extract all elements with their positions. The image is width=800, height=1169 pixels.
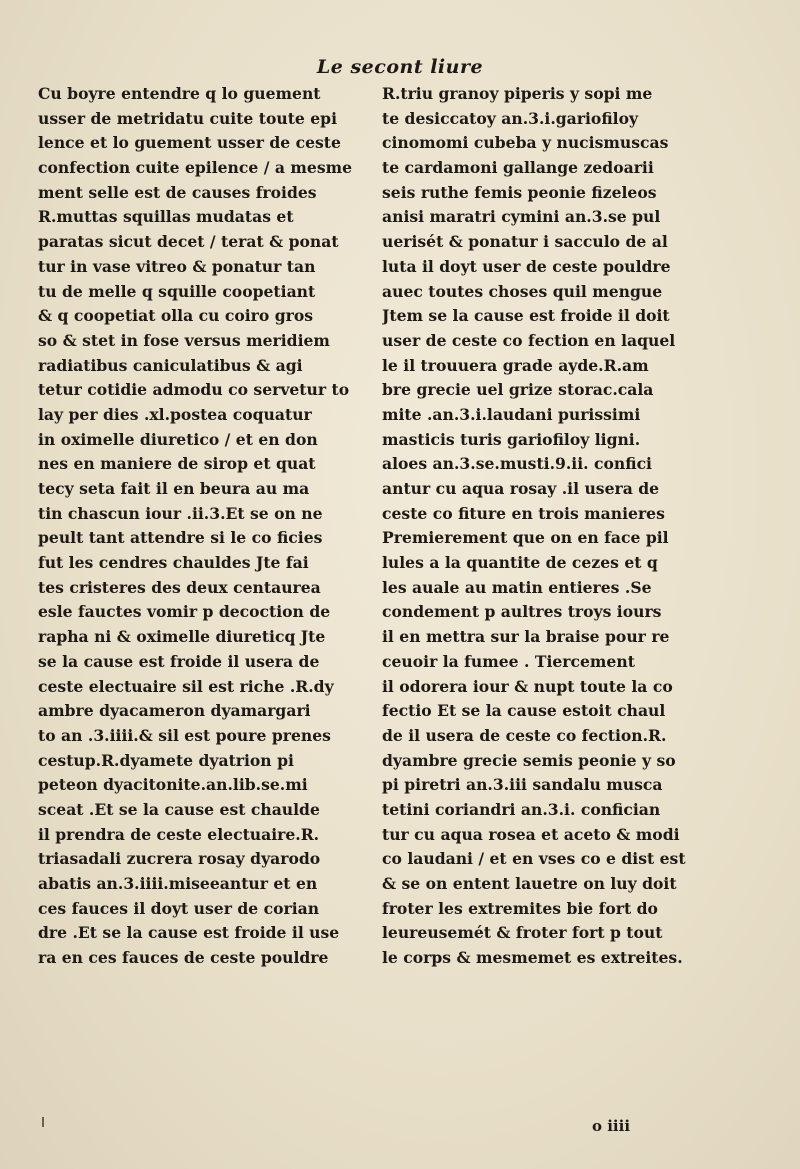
- text-line: tur in vase vitreo & ponatur tan: [38, 256, 316, 276]
- text-line: leureusemét & froter fort p tout: [382, 923, 663, 943]
- text-line: te cardamoni gallange zedoarii: [382, 158, 654, 178]
- text-line: ambre dyacameron dyamargari: [38, 701, 311, 721]
- text-line: froter les extremites bie fort do: [382, 898, 658, 918]
- text-line: lay per dies .xl.postea coquatur: [38, 404, 312, 424]
- text-line: to an .3.iiii.& sil est poure prenes: [38, 725, 331, 745]
- text-line: tin chascun iour .ii.3.Et se on ne: [38, 503, 323, 523]
- text-line: tur cu aqua rosea et aceto & modi: [382, 824, 680, 844]
- text-line: abatis an.3.iiii.miseeantur et en: [38, 874, 318, 893]
- text-line: auec toutes choses quil mengue: [382, 281, 663, 301]
- text-line: peteon dyacitonite.an.lib.se.mi: [38, 775, 308, 795]
- text-line: paratas sicut decet / terat & ponat: [38, 232, 339, 252]
- text-line: & se on entent lauetre on luy doit: [382, 874, 677, 893]
- text-line: peult tant attendre si le co ficies: [38, 528, 323, 548]
- text-line: tecy seta fait il en beura au ma: [38, 479, 310, 498]
- text-line: anisi maratri cymini an.3.se pul: [382, 207, 661, 227]
- text-line: lence et lo guement usser de ceste: [38, 133, 341, 153]
- text-line: triasadali zucrera rosay dyarodo: [38, 849, 321, 869]
- text-line: ceuoir la fumee . Tiercement: [382, 651, 635, 671]
- text-line: confection cuite epilence / a mesme: [38, 158, 353, 178]
- running-header: Le secont liure: [316, 56, 484, 78]
- text-line: cestup.R.dyamete dyatrion pi: [38, 750, 294, 770]
- text-line: fut les cendres chauldes Jte fai: [38, 553, 309, 573]
- margin-mark: [42, 1117, 44, 1127]
- text-line: te desiccatoy an.3.i.gariofiloy: [382, 108, 639, 128]
- text-line: mite .an.3.i.laudani purissimi: [382, 404, 641, 424]
- text-line: R.triu granoy piperis y sopi me: [382, 84, 653, 103]
- text-line: uerisét & ponatur i sacculo de al: [382, 232, 668, 252]
- text-line: masticis turis gariofiloy ligni.: [382, 429, 641, 449]
- text-line: cinomomi cubeba y nucismuscas: [382, 133, 669, 153]
- text-line: radiatibus caniculatibus & agi: [38, 355, 303, 375]
- text-line: R.muttas squillas mudatas et: [38, 207, 294, 227]
- text-line: so & stet in fose versus meridiem: [38, 330, 330, 350]
- signature-mark: o iiii: [592, 1117, 631, 1135]
- text-line: ra en ces fauces de ceste pouldre: [38, 948, 329, 968]
- text-line: dyambre grecie semis peonie y so: [382, 750, 676, 770]
- text-line: les auale au matin entieres .Se: [382, 577, 652, 597]
- text-line: user de ceste co fection en laquel: [382, 330, 676, 350]
- text-line: tu de melle q squille coopetiant: [38, 281, 316, 301]
- text-line: ceste co fiture en trois manieres: [382, 503, 665, 523]
- text-line: Jtem se la cause est froide il doit: [382, 306, 670, 326]
- text-line: pi piretri an.3.iii sandalu musca: [382, 775, 663, 795]
- text-line: ceste electuaire sil est riche .R.dy: [38, 676, 334, 696]
- text-line: bre grecie uel grize storac.cala: [382, 380, 654, 400]
- left-text-column: [38, 82, 370, 971]
- text-line: se la cause est froide il usera de: [38, 651, 320, 671]
- text-line: co laudani / et en vses co e dist est: [382, 849, 686, 869]
- text-line: in oximelle diuretico / et en don: [38, 429, 318, 449]
- text-line: lules a la quantite de cezes et q: [382, 553, 658, 573]
- text-line: seis ruthe femis peonie fizeleos: [382, 182, 657, 202]
- text-line: aloes an.3.se.musti.9.ii. confici: [382, 454, 652, 474]
- text-line: luta il doyt user de ceste pouldre: [382, 256, 671, 276]
- text-line: ces fauces il doyt user de corian: [38, 898, 320, 918]
- text-line: condement p aultres troys iours: [382, 602, 662, 622]
- text-line: Premierement que on en face pil: [382, 528, 669, 548]
- text-line: dre .Et se la cause est froide il use: [38, 923, 340, 943]
- right-text-column: [382, 82, 754, 971]
- text-line: il en mettra sur la braise pour re: [382, 627, 670, 647]
- text-line: il prendra de ceste electuaire.R.: [38, 824, 320, 844]
- text-line: tetur cotidie admodu co servetur to: [38, 380, 350, 400]
- text-line: ment selle est de causes froides: [38, 182, 317, 202]
- text-line: nes en maniere de sirop et quat: [38, 454, 316, 474]
- text-line: fectio Et se la cause estoit chaul: [382, 701, 666, 721]
- text-line: de il usera de ceste co fection.R.: [382, 725, 667, 745]
- text-line: sceat .Et se la cause est chaulde: [38, 799, 320, 819]
- text-line: le il trouuera grade ayde.R.am: [382, 355, 649, 375]
- text-line: il odorera iour & nupt toute la co: [382, 676, 673, 696]
- text-line: usser de metridatu cuite toute epi: [38, 108, 338, 128]
- text-line: Cu boyre entendre q lo guement: [38, 84, 321, 103]
- text-line: rapha ni & oximelle diureticq Jte: [38, 627, 326, 647]
- text-line: le corps & mesmemet es extreites.: [382, 948, 683, 968]
- text-line: & q coopetiat olla cu coiro gros: [38, 306, 314, 326]
- text-line: tetini coriandri an.3.i. confician: [382, 799, 661, 819]
- text-line: antur cu aqua rosay .il usera de: [382, 479, 660, 498]
- text-line: tes cristeres des deux centaurea: [38, 577, 321, 597]
- text-line: esle fauctes vomir p decoction de: [38, 602, 331, 622]
